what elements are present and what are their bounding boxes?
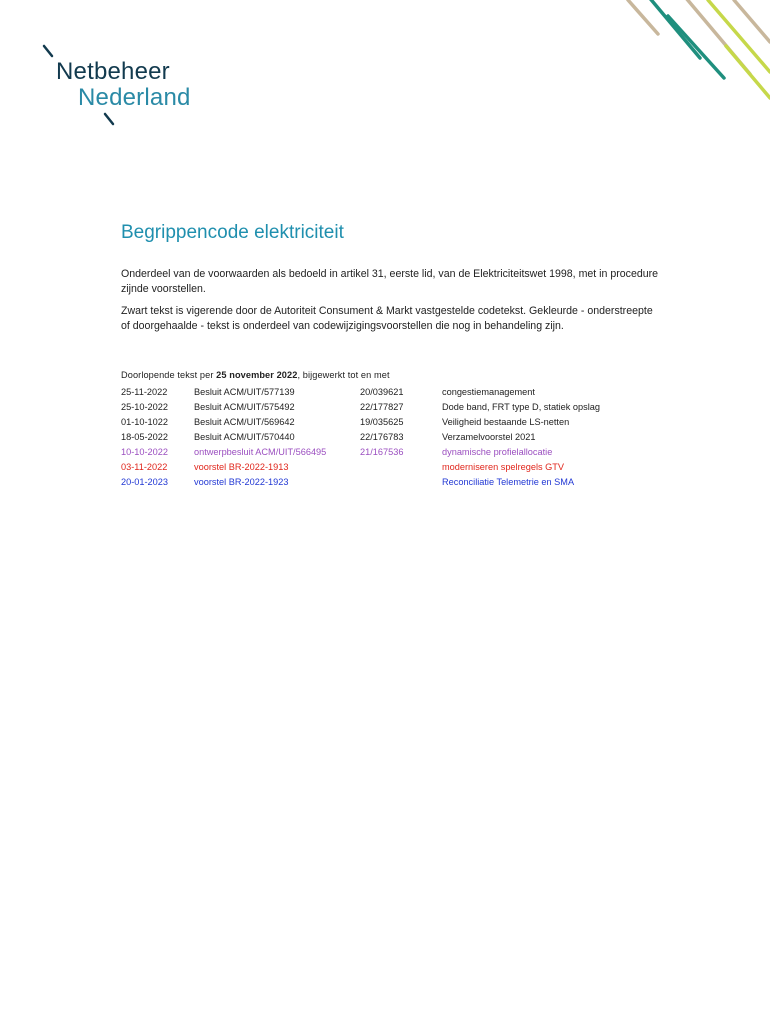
row-reference: Besluit ACM/UIT/570440	[194, 432, 295, 442]
row-reference: voorstel BR-2022-1913	[194, 462, 289, 472]
decision-row	[121, 385, 681, 400]
row-reference: Besluit ACM/UIT/575492	[194, 402, 295, 412]
row-subject: congestiemanagement	[442, 387, 535, 397]
intro-date: 25 november 2022	[216, 370, 298, 380]
row-date: 25-11-2022	[121, 387, 168, 397]
row-date: 03-11-2022	[121, 462, 168, 472]
row-subject: Verzamelvoorstel 2021	[442, 432, 536, 442]
row-number: 20/039621	[360, 387, 404, 397]
row-date: 20-01-2023	[121, 477, 168, 487]
version-intro	[121, 370, 390, 380]
decision-list	[121, 385, 681, 490]
intro-suffix: , bijgewerkt tot en met	[297, 370, 390, 380]
row-reference: Besluit ACM/UIT/577139	[194, 387, 295, 397]
intro-prefix: Doorlopende tekst per	[121, 370, 217, 380]
logo-line-1: Netbeheer	[56, 58, 170, 85]
row-subject: Dode band, FRT type D, statiek opslag	[442, 402, 600, 412]
row-subject: dynamische profielallocatie	[442, 447, 553, 457]
decision-row	[121, 430, 681, 445]
row-date: 10-10-2022	[121, 447, 168, 457]
row-number: 22/177827	[360, 402, 404, 412]
row-number: 19/035625	[360, 417, 404, 427]
decision-row	[121, 460, 681, 475]
row-reference: ontwerpbesluit ACM/UIT/566495	[194, 447, 327, 457]
row-reference: voorstel BR-2022-1923	[194, 477, 289, 487]
paragraph-legend: Zwart tekst is vigerende door de Autoriteit Consument & Markt vastgestelde codetekst. Gekleurde - onderstreepte of doorgehaalde - tekst is onderdeel van codewijzigingsvoorstellen die nog in behandeling zijn.	[121, 305, 653, 332]
row-date: 25-10-2022	[121, 402, 168, 412]
decision-row	[121, 400, 681, 415]
netbeheer-nederland-logo	[40, 42, 240, 132]
row-subject: Reconciliatie Telemetrie en SMA	[442, 477, 575, 487]
row-subject: Veiligheid bestaande LS-netten	[442, 417, 570, 427]
decision-row	[121, 475, 681, 490]
corner-stripes-decoration	[600, 0, 770, 120]
row-reference: Besluit ACM/UIT/569642	[194, 417, 295, 427]
decision-row	[121, 415, 681, 430]
paragraph-scope: Onderdeel van de voorwaarden als bedoeld in artikel 31, eerste lid, van de Elektriciteitswet 1998, met in procedure zijnde voorstellen.	[121, 268, 659, 295]
logo-line-2: Nederland	[78, 84, 191, 111]
row-subject: moderniseren spelregels GTV	[442, 462, 565, 472]
decision-row	[121, 445, 681, 460]
row-number: 21/167536	[360, 447, 404, 457]
row-date: 01-10-1022	[121, 417, 168, 427]
document-title: Begrippencode elektriciteit	[121, 222, 344, 243]
row-date: 18-05-2022	[121, 432, 168, 442]
row-number: 22/176783	[360, 432, 404, 442]
